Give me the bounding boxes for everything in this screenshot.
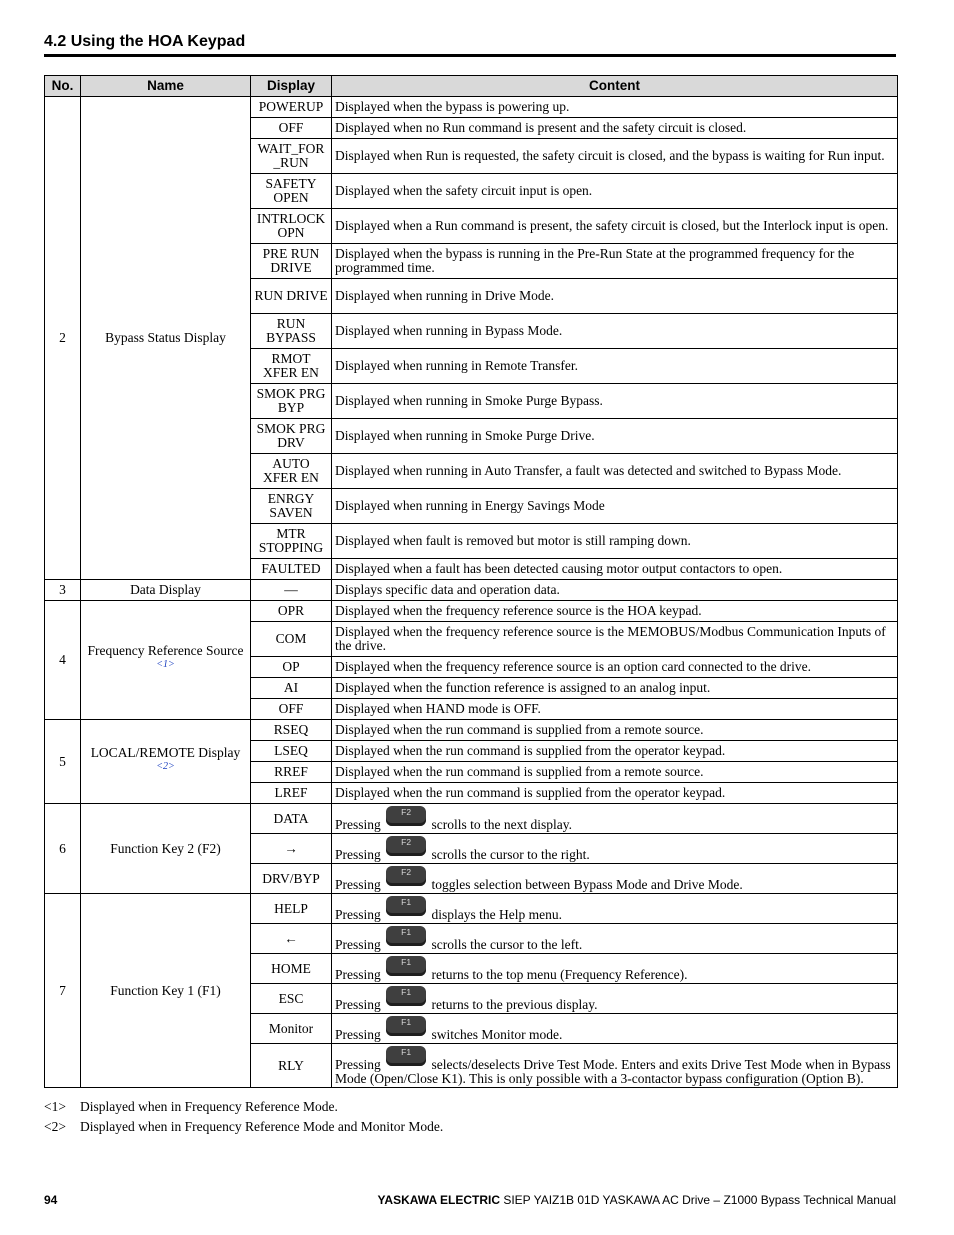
content-cell: Displayed when the frequency reference source is the HOA keypad. xyxy=(332,601,898,622)
display-cell: SAFETY OPEN xyxy=(251,174,332,209)
function-key-icon xyxy=(386,926,426,946)
footnote xyxy=(44,1097,443,1117)
display-cell: SMOK PRG DRV xyxy=(251,419,332,454)
display-cell: Monitor xyxy=(251,1014,332,1044)
table-row xyxy=(45,894,898,924)
function-key-label: F2 xyxy=(401,836,412,847)
function-key-label: F1 xyxy=(401,1046,412,1057)
content-prefix: Pressing xyxy=(335,846,381,862)
display-cell: → xyxy=(251,834,332,864)
content-cell: Displayed when the frequency reference source is an option card connected to the drive. xyxy=(332,657,898,678)
content-cell xyxy=(332,1044,898,1088)
function-key-icon xyxy=(386,896,426,916)
display-cell: OFF xyxy=(251,118,332,139)
content-cell: Displayed when the bypass is powering up. xyxy=(332,97,898,118)
display-cell: COM xyxy=(251,622,332,657)
row-name xyxy=(81,894,251,1088)
display-cell: DATA xyxy=(251,804,332,834)
content-cell: Displayed when running in Remote Transfer. xyxy=(332,349,898,384)
content-prefix: Pressing xyxy=(335,936,381,952)
row-number: 2 xyxy=(45,97,81,580)
content-cell xyxy=(332,864,898,894)
row-name xyxy=(81,720,251,804)
content-cell: Displayed when running in Drive Mode. xyxy=(332,279,898,314)
display-cell: RREF xyxy=(251,762,332,783)
function-key-icon xyxy=(386,1046,426,1066)
content-cell: Displays specific data and operation data. xyxy=(332,580,898,601)
content-cell xyxy=(332,834,898,864)
footnote-key: <1> xyxy=(44,1099,66,1114)
table-row xyxy=(45,720,898,741)
function-key-label: F1 xyxy=(401,986,412,997)
row-name-text: Bypass Status Display xyxy=(105,330,226,345)
row-name-text: Function Key 2 (F2) xyxy=(110,840,221,856)
header-content: Content xyxy=(332,76,898,97)
content-cell xyxy=(332,984,898,1014)
content-prefix: Pressing xyxy=(335,876,381,892)
content-prefix: Pressing xyxy=(335,1026,381,1042)
header-no: No. xyxy=(45,76,81,97)
display-cell: ← xyxy=(251,924,332,954)
footnote xyxy=(44,1117,443,1137)
content-cell: Displayed when the run command is supplied from the operator keypad. xyxy=(332,783,898,804)
content-cell: Displayed when running in Smoke Purge Bypass. xyxy=(332,384,898,419)
content-suffix: switches Monitor mode. xyxy=(431,1026,563,1042)
table-row xyxy=(45,601,898,622)
table-row xyxy=(45,804,898,834)
content-prefix: Pressing xyxy=(335,1056,381,1072)
row-name xyxy=(81,580,251,601)
display-cell: HELP xyxy=(251,894,332,924)
footnote-ref: <2> xyxy=(156,760,175,772)
display-cell: RSEQ xyxy=(251,720,332,741)
content-cell: Displayed when fault is removed but motor is still ramping down. xyxy=(332,524,898,559)
document-reference xyxy=(378,1193,896,1207)
content-prefix: Pressing xyxy=(335,996,381,1012)
table-row xyxy=(45,580,898,601)
function-key-label: F2 xyxy=(401,806,412,817)
content-cell: Displayed when running in Auto Transfer, a fault was detected and switched to Bypass Mode. xyxy=(332,454,898,489)
display-cell: RLY xyxy=(251,1044,332,1088)
display-cell: POWERUP xyxy=(251,97,332,118)
content-cell: Displayed when the safety circuit input is open. xyxy=(332,174,898,209)
document-title: SIEP YAIZ1B 01D YASKAWA AC Drive – Z1000 Bypass Technical Manual xyxy=(503,1193,896,1207)
display-cell: FAULTED xyxy=(251,559,332,580)
row-name xyxy=(81,97,251,580)
function-key-icon xyxy=(386,806,426,826)
content-suffix: toggles selection between Bypass Mode and Drive Mode. xyxy=(431,876,743,892)
content-cell: Displayed when the run command is supplied from a remote source. xyxy=(332,762,898,783)
content-cell: Displayed when running in Energy Savings Mode xyxy=(332,489,898,524)
footnote-ref: <1> xyxy=(156,659,175,671)
function-key-label: F1 xyxy=(401,896,412,907)
header-display: Display xyxy=(251,76,332,97)
row-name-text: Data Display xyxy=(130,582,201,597)
section-title: 4.2 Using the HOA Keypad xyxy=(44,33,246,50)
row-number: 4 xyxy=(45,601,81,720)
display-cell: RUN BYPASS xyxy=(251,314,332,349)
footnote-text: Displayed when in Frequency Reference Mode and Monitor Mode. xyxy=(80,1119,444,1134)
display-cell: RUN DRIVE xyxy=(251,279,332,314)
display-cell: MTR STOPPING xyxy=(251,524,332,559)
row-name xyxy=(81,804,251,894)
row-name-text: Function Key 1 (F1) xyxy=(110,982,221,998)
content-cell xyxy=(332,804,898,834)
display-cell: PRE RUN DRIVE xyxy=(251,244,332,279)
content-prefix: Pressing xyxy=(335,966,381,982)
content-cell: Displayed when a Run command is present, the safety circuit is closed, but the Interlock input is open. xyxy=(332,209,898,244)
content-suffix: scrolls the cursor to the left. xyxy=(431,936,583,952)
display-cell: — xyxy=(251,580,332,601)
display-cell: AI xyxy=(251,678,332,699)
function-key-label: F1 xyxy=(401,926,412,937)
content-cell: Displayed when the function reference is assigned to an analog input. xyxy=(332,678,898,699)
content-cell: Displayed when the run command is supplied from the operator keypad. xyxy=(332,741,898,762)
title-rule xyxy=(44,54,896,57)
function-key-icon xyxy=(386,836,426,856)
row-number: 3 xyxy=(45,580,81,601)
content-suffix: scrolls to the next display. xyxy=(431,816,572,832)
function-key-label: F1 xyxy=(401,1016,412,1027)
hoa-display-table xyxy=(44,75,898,1088)
content-cell: Displayed when running in Bypass Mode. xyxy=(332,314,898,349)
content-cell: Displayed when HAND mode is OFF. xyxy=(332,699,898,720)
display-cell: OPR xyxy=(251,601,332,622)
content-cell: Displayed when the bypass is running in the Pre-Run State at the programmed frequency for the programmed time. xyxy=(332,244,898,279)
display-cell: AUTO XFER EN xyxy=(251,454,332,489)
content-cell: Displayed when no Run command is present and the safety circuit is closed. xyxy=(332,118,898,139)
display-cell: INTRLOCK OPN xyxy=(251,209,332,244)
row-number: 5 xyxy=(45,720,81,804)
content-cell: Displayed when the run command is supplied from a remote source. xyxy=(332,720,898,741)
display-cell: ENRGY SAVEN xyxy=(251,489,332,524)
display-cell: HOME xyxy=(251,954,332,984)
footnote-key: <2> xyxy=(44,1119,66,1134)
content-cell: Displayed when running in Smoke Purge Drive. xyxy=(332,419,898,454)
content-cell xyxy=(332,1014,898,1044)
content-cell: Displayed when a fault has been detected causing motor output contactors to open. xyxy=(332,559,898,580)
function-key-icon xyxy=(386,1016,426,1036)
row-name-text: LOCAL/REMOTE Display xyxy=(90,744,241,760)
content-suffix: returns to the top menu (Frequency Reference). xyxy=(431,966,688,982)
content-cell xyxy=(332,924,898,954)
table-header-row xyxy=(45,76,898,97)
row-number: 7 xyxy=(45,894,81,1088)
row-name-text: Frequency Reference Source xyxy=(87,643,244,659)
display-cell: ESC xyxy=(251,984,332,1014)
function-key-label: F2 xyxy=(401,866,412,877)
content-prefix: Pressing xyxy=(335,816,381,832)
display-cell: DRV/BYP xyxy=(251,864,332,894)
brand-name: YASKAWA ELECTRIC xyxy=(377,1193,500,1207)
content-suffix: returns to the previous display. xyxy=(431,996,598,1012)
display-cell: OFF xyxy=(251,699,332,720)
page-number: 94 xyxy=(44,1193,58,1207)
display-cell: RMOT XFER EN xyxy=(251,349,332,384)
display-cell: LSEQ xyxy=(251,741,332,762)
row-name xyxy=(81,601,251,720)
content-suffix: scrolls the cursor to the right. xyxy=(431,846,590,862)
table-row xyxy=(45,97,898,118)
content-cell: Displayed when the frequency reference source is the MEMOBUS/Modbus Communication Inputs of the drive. xyxy=(332,622,898,657)
content-cell xyxy=(332,894,898,924)
content-suffix: selects/deselects Drive Test Mode. Enters and exits Drive Test Mode when in Bypass Mode (Open/Close K1). This is only possible with a 3-contactor bypass configuration (Option B). xyxy=(335,1056,891,1086)
header-name: Name xyxy=(81,76,251,97)
footnote-text: Displayed when in Frequency Reference Mode. xyxy=(80,1099,338,1114)
function-key-icon xyxy=(386,986,426,1006)
content-prefix: Pressing xyxy=(335,906,381,922)
table-body xyxy=(45,97,898,1088)
display-cell: LREF xyxy=(251,783,332,804)
display-cell: OP xyxy=(251,657,332,678)
function-key-icon xyxy=(386,866,426,886)
display-cell: SMOK PRG BYP xyxy=(251,384,332,419)
display-cell: WAIT_FOR _RUN xyxy=(251,139,332,174)
content-cell: Displayed when Run is requested, the safety circuit is closed, and the bypass is waiting for Run input. xyxy=(332,139,898,174)
function-key-label: F1 xyxy=(401,956,412,967)
content-cell xyxy=(332,954,898,984)
function-key-icon xyxy=(386,956,426,976)
footnotes xyxy=(44,1097,443,1137)
row-number: 6 xyxy=(45,804,81,894)
content-suffix: displays the Help menu. xyxy=(431,906,562,922)
